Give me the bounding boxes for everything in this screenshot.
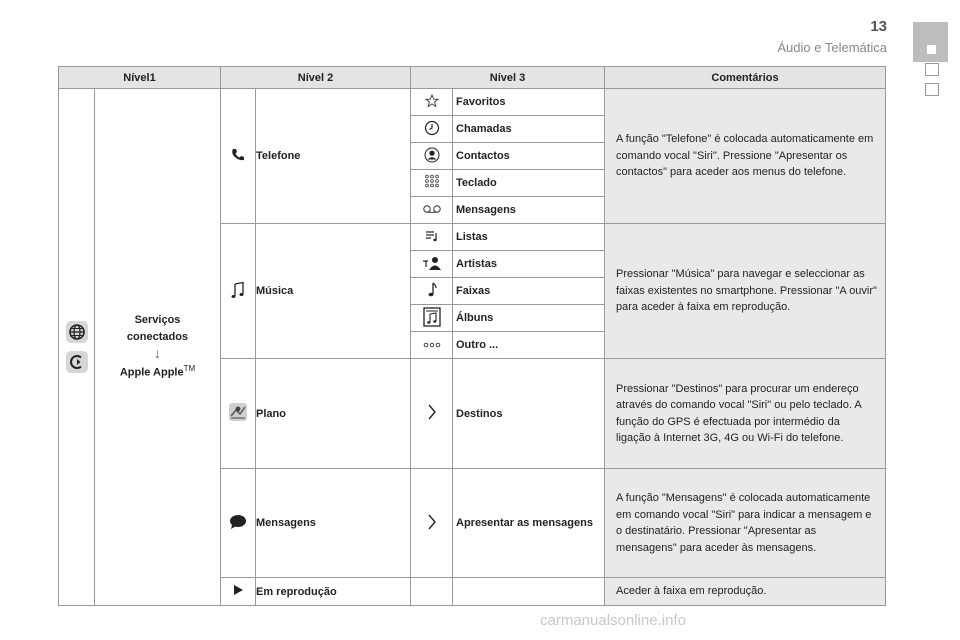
chevron-right-icon (411, 359, 453, 469)
level2-label: Música (256, 224, 411, 359)
comment-cell: A função "Mensagens" é colocada automaticamente em comando vocal "Siri" para indicar a mensagem e o destinatário. Pressionar "Apresentar as mensagens" para aceder às mensagens. (605, 469, 886, 578)
keypad-icon (411, 170, 453, 197)
map-icon (221, 359, 256, 469)
level3-label: Teclado (453, 170, 605, 197)
level2-label: Plano (256, 359, 411, 469)
page-number: 13 (870, 18, 887, 35)
level1-label-line2: conectados (126, 331, 189, 344)
section-tab (925, 83, 939, 96)
level2-label: Em reprodução (256, 578, 411, 606)
level3-label: Mensagens (453, 197, 605, 224)
header-level3: Nível 3 (411, 67, 605, 89)
chevron-right-icon (411, 469, 453, 578)
comment-cell: Aceder à faixa em reprodução. (605, 578, 886, 606)
table-row (59, 89, 886, 116)
level2-label: Mensagens (256, 469, 411, 578)
playlist-icon (411, 224, 453, 251)
level2-label: Telefone (256, 89, 411, 224)
empty-cell (411, 578, 453, 606)
comment-cell: Pressionar "Música" para navegar e seleccionar as faixas existentes no smartphone. Pressionar "A ouvir" para aceder à faixa em reprodução. (605, 224, 886, 359)
level3-label: Favoritos (453, 89, 605, 116)
header-level1: Nível1 (59, 67, 221, 89)
phone-icon (221, 89, 256, 224)
music-note-icon (221, 224, 256, 359)
header-comments: Comentários (605, 67, 886, 89)
section-tab (925, 63, 939, 76)
level1-app: Apple Apple™ (119, 364, 196, 379)
level3-label: Chamadas (453, 116, 605, 143)
footer-watermark: carmanualsonline.info (540, 612, 686, 629)
play-icon (221, 578, 256, 606)
level1-label-line1: Serviços (134, 314, 181, 327)
down-arrow-icon: ↓ (154, 345, 161, 362)
carplay-icon (66, 351, 88, 373)
level1-label-cell (95, 89, 221, 606)
level3-label: Álbuns (453, 305, 605, 332)
level3-label: Destinos (453, 359, 605, 469)
voicemail-icon (411, 197, 453, 224)
level3-label: Listas (453, 224, 605, 251)
section-title: Áudio e Telemática (777, 40, 887, 55)
star-icon (411, 89, 453, 116)
globe-icon (66, 321, 88, 343)
header-level2: Nível 2 (221, 67, 411, 89)
section-tab-active (913, 22, 948, 62)
clock-icon (411, 116, 453, 143)
track-note-icon (411, 278, 453, 305)
level3-label: Artistas (453, 251, 605, 278)
more-dots-icon (411, 332, 453, 359)
level1-icon-cell (59, 89, 95, 606)
level3-label (453, 578, 605, 606)
album-icon (411, 305, 453, 332)
table-header (59, 67, 886, 89)
level3-label: Faixas (453, 278, 605, 305)
comment-cell: Pressionar "Destinos" para procurar um endereço através do comando vocal "Siri" ou pelo teclado. A função do GPS é efectuada por intermédio da ligação à Internet 3G, 4G ou Wi-Fi do telefone. (605, 359, 886, 469)
menu-table (58, 66, 886, 606)
comment-cell: A função "Telefone" é colocada automaticamente em comando vocal "Siri". Pressione "Apresentar os contactos" para aceder aos menus do telefone. (605, 89, 886, 224)
level3-label: Apresentar as mensagens (453, 469, 605, 578)
contact-icon (411, 143, 453, 170)
speech-bubble-icon (221, 469, 256, 578)
level3-label: Outro ... (453, 332, 605, 359)
artist-icon (411, 251, 453, 278)
level3-label: Contactos (453, 143, 605, 170)
